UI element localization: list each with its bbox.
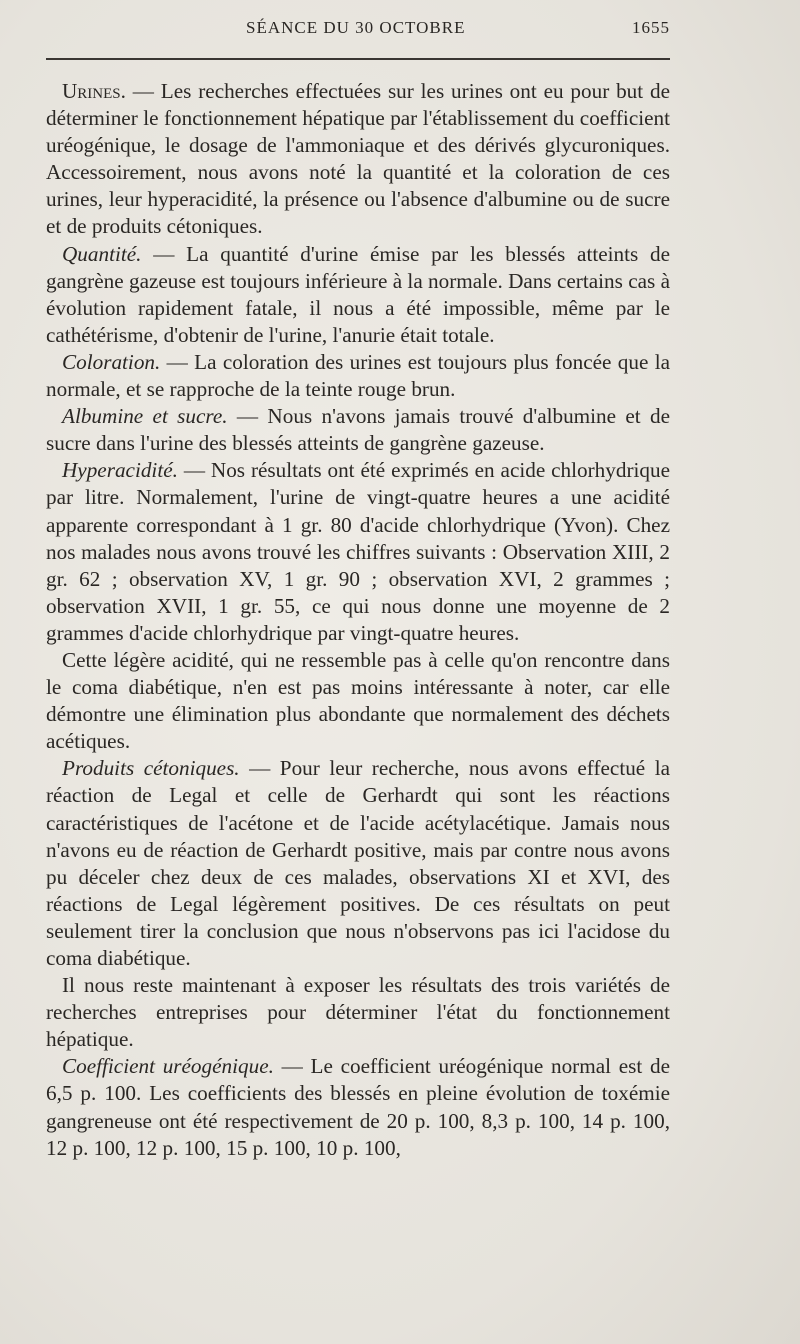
paragraph-lead: Urines. [62, 79, 126, 103]
paragraph-text: — La coloration des urines est toujours plus foncée que la normale, et se rapproche de la teinte rouge brun. [46, 349, 670, 402]
paragraph-legere-acidite [46, 647, 670, 755]
paragraph-hyperacidite [46, 457, 670, 647]
paragraph-urines [46, 78, 670, 241]
paragraph-text: Cette légère acidité, qui ne ressemble pas à celle qu'on rencontre dans le coma diabétique, n'en est pas moins intéressante à noter, car elle démontre une élimination plus abondante que normalement des déchets acétiques. [46, 647, 670, 754]
paragraph-lead: Quantité. [62, 241, 142, 266]
paragraph-lead: Produits cétoniques. [62, 756, 240, 781]
paragraph-text: Il nous reste maintenant à exposer les résultats des trois variétés de recherches entreprises pour déterminer l'état du fonctionnement hépatique. [46, 973, 670, 1052]
running-header [46, 18, 670, 42]
paragraph-albumine-sucre [46, 403, 670, 457]
paragraph-text: — Nos résultats ont été exprimés en acide chlorhydrique par litre. Normalement, l'urine de vingt-quatre heures a une acidité apparente correspondant à 1 gr. 80 d'acide chlorhydrique (Yvon). Chez nos malades nous avons trouvé les chiffres suivants : Observation XIII, 2 gr. 62 ; observation XV, 1 gr. 90 ; observation XVI, 2 grammes ; observation XVII, 1 gr. 55, ce qui nous donne une moyenne de 2 grammes d'acide chlorhydrique par vingt-quatre heures. [46, 458, 670, 645]
paragraph-text: — Le coefficient uréogénique normal est de 6,5 p. 100. Les coefficients des blessés en pleine évolution de toxémie gangreneuse ont été respectivement de 20 p. 100, 8,3 p. 100, 14 p. 100, 12 p. 100, 12 p. 100, 15 p. 100, 10 p. 100, [46, 1054, 670, 1160]
paragraph-lead: Coefficient uréogénique. [62, 1054, 274, 1079]
running-title: SÉANCE DU 30 OCTOBRE [246, 18, 466, 37]
paragraph-produits-cetoniques [46, 755, 670, 972]
paragraph-lead: Albumine et sucre. [62, 404, 228, 429]
paragraph-coefficient-ureogenique [46, 1053, 670, 1161]
paragraph-lead: Hyperacidité. [62, 458, 178, 483]
paragraph-text: — Pour leur recherche, nous avons effectué la réaction de Legal et celle de Gerhardt qui sont les réactions caractéristiques de l'acétone et de l'acide acétylacétique. Jamais nous n'avons eu de réaction de Gerhardt positive, mais par contre nous avons pu déceler chez deux de ces malades, observations XI et XVI, des réactions de Legal légèrement positives. De ces résultats on peut seulement tirer la conclusion que nous n'observons pas ici l'acidose du coma diabétique. [46, 756, 670, 970]
header-rule [46, 58, 670, 60]
paragraph-text: — La quantité d'urine émise par les blessés atteints de gangrène gazeuse est toujours inférieure à la normale. Dans certains cas à évolution rapidement fatale, il nous a été impossible, même par le cathétérisme, d'obtenir de l'urine, l'anurie était totale. [46, 241, 670, 347]
paragraph-coloration [46, 349, 670, 403]
page-number: 1655 [632, 18, 670, 37]
body-text [46, 78, 670, 1162]
paragraph-lead: Coloration. [62, 349, 161, 374]
paragraph-text: — Nous n'avons jamais trouvé d'albumine et de sucre dans l'urine des blessés atteints de gangrène gazeuse. [46, 404, 670, 456]
paragraph-fonctionnement-hepatique [46, 972, 670, 1053]
paragraph-quantite [46, 241, 670, 349]
paragraph-text: — Les recherches effectuées sur les urines ont eu pour but de déterminer le fonctionnement hépatique par l'établissement du coefficient uréogénique, le dosage de l'ammoniaque et des dérivés glycuroniques. Accessoirement, nous avons noté la quantité et la coloration de ces urines, leur hyperacidité, la présence ou l'absence d'albumine ou de sucre et de produits cétoniques. [46, 79, 670, 239]
